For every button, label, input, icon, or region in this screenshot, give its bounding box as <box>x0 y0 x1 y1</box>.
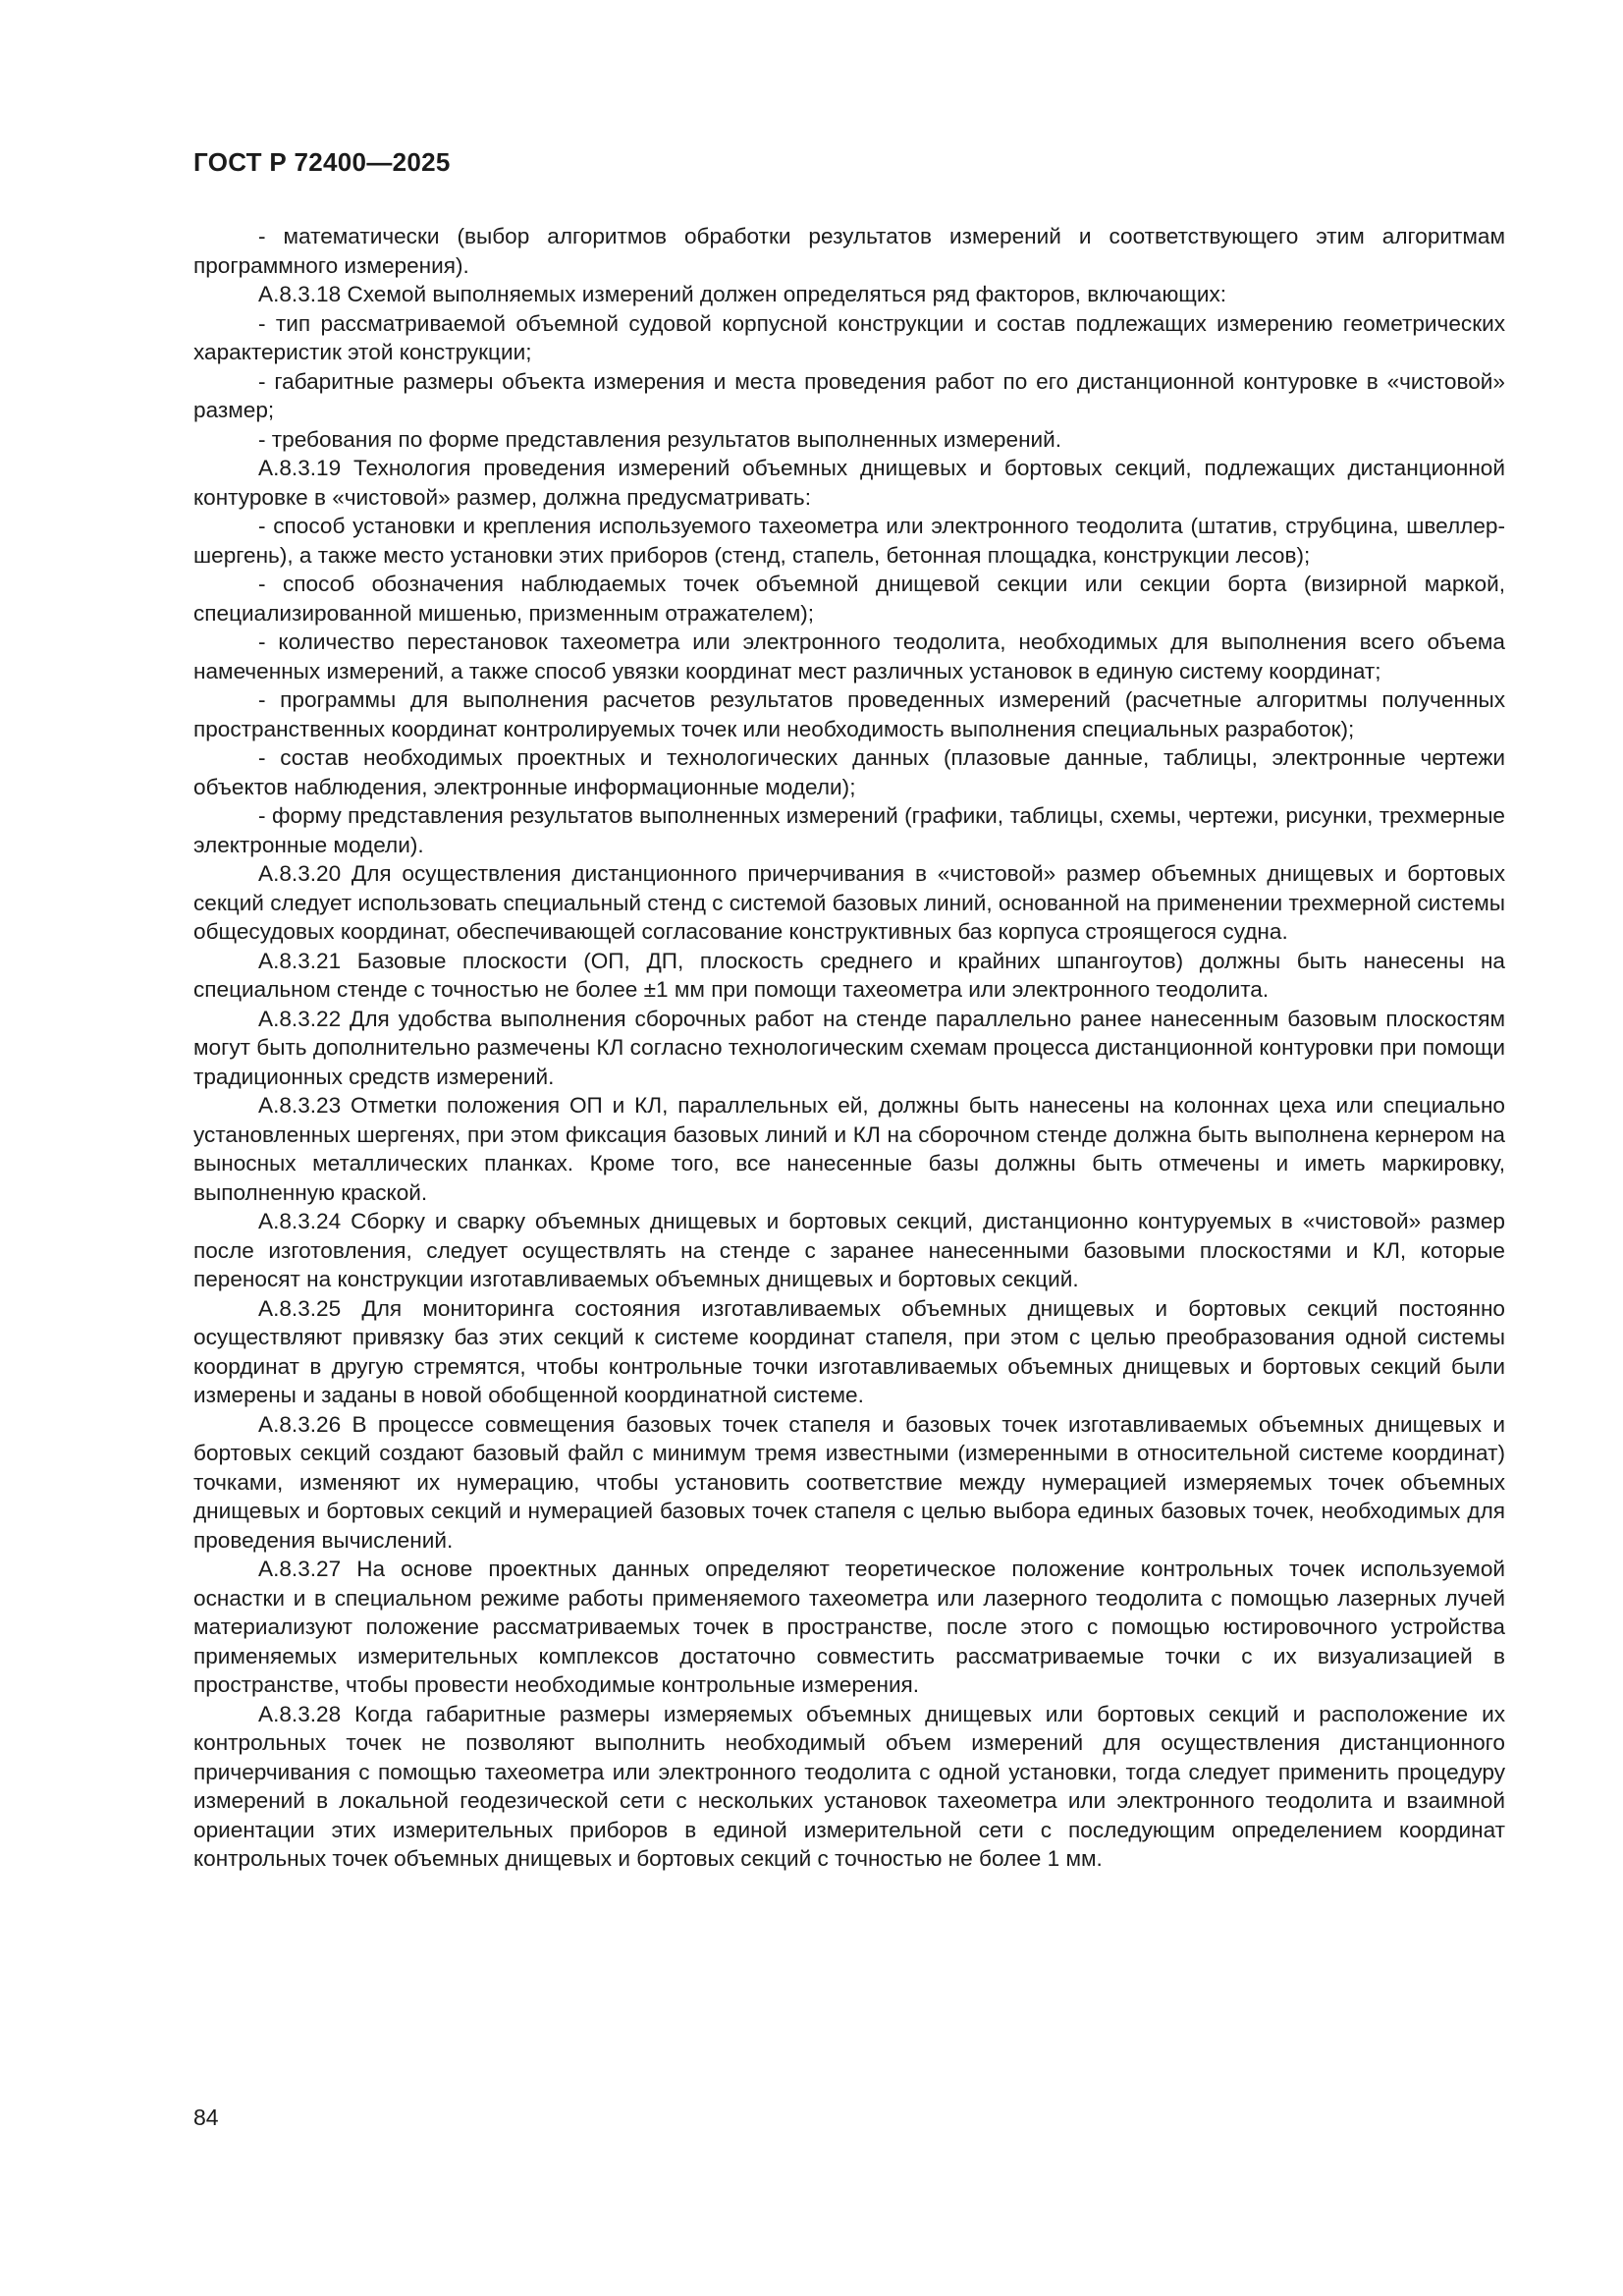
paragraph: - математически (выбор алгоритмов обработки результатов измерений и соответствующего этим алгоритмам программного измерения). <box>193 224 1505 278</box>
paragraph: - способ обозначения наблюдаемых точек объемной днищевой секции или секции борта (визирной маркой, специализированной мишенью, призменным отражателем); <box>193 572 1505 626</box>
paragraph: А.8.3.28 Когда габаритные размеры измеряемых объемных днищевых или бортовых секций и расположение их контрольных точек не позволяют выполнить необходимый объем измерений для осуществления дистанционного причерчивания с помощью тахеометра или электронного теодолита с одной установки, тогда следует применить процедуру измерений в локальной геодезической сети с нескольких установок тахеометра или электронного теодолита и взаимной ориентации этих измерительных приборов в единой измерительной сети с последующим определением координат контрольных точек объемных днищевых и бортовых секций с точностью не более 1 мм. <box>193 1701 1505 1871</box>
paragraph: - тип рассматриваемой объемной судовой корпусной конструкции и состав подлежащих измерению геометрических характеристик этой конструкции; <box>193 310 1505 364</box>
page-number: 84 <box>193 2105 219 2130</box>
paragraph: А.8.3.23 Отметки положения ОП и КЛ, параллельных ей, должны быть нанесены на колоннах цеха или специально установленных шергенях, при этом фиксация базовых линий и КЛ на сборочном стенде должна быть выполнена кернером на выносных металлических планках. Кроме того, все нанесенные базы должны быть отмечены и иметь маркировку, выполненную краской. <box>193 1093 1505 1205</box>
paragraph: А.8.3.24 Сборку и сварку объемных днищевых и бортовых секций, дистанционно контуруемых в «чистовой» размер после изготовления, следует осуществлять на стенде с заранее нанесенными базовыми плоскостями и КЛ, которые переносят на конструкции изготавливаемых объемных днищевых и бортовых секций. <box>193 1209 1505 1291</box>
paragraph: А.8.3.21 Базовые плоскости (ОП, ДП, плоскость среднего и крайних шпангоутов) должны быть нанесены на специальном стенде с точностью не более ±1 мм при помощи тахеометра или электронного теодолита. <box>193 948 1505 1002</box>
paragraph: А.8.3.20 Для осуществления дистанционного причерчивания в «чистовой» размер объемных днищевых и бортовых секций следует использовать специальный стенд с системой базовых линий, основанной на применении трехмерной системы общесудовых координат, обеспечивающей согласование конструктивных баз корпуса строящегося судна. <box>193 861 1505 944</box>
paragraph: - габаритные размеры объекта измерения и места проведения работ по его дистанционной контуровке в «чистовой» размер; <box>193 368 1505 422</box>
paragraph: - программы для выполнения расчетов результатов проведенных измерений (расчетные алгоритмы полученных пространственных координат контролируемых точек или необходимость выполнения специальных разработок); <box>193 687 1505 741</box>
paragraph: А.8.3.19 Технология проведения измерений объемных днищевых и бортовых секций, подлежащих дистанционной контуровке в «чистовой» размер, должна предусматривать: <box>193 456 1505 510</box>
paragraph: - количество перестановок тахеометра или электронного теодолита, необходимых для выполнения всего объема намеченных измерений, а также способ увязки координат мест различных установок в единую систему координат; <box>193 629 1505 683</box>
paragraph: А.8.3.25 Для мониторинга состояния изготавливаемых объемных днищевых и бортовых секций постоянно осуществляют привязку баз этих секций к системе координат стапеля, при этом с целью преобразования одной системы координат в другую стремятся, чтобы контрольные точки изготавливаемых объемных днищевых и бортовых секций были измерены и заданы в новой обобщенной координатной системе. <box>193 1295 1505 1407</box>
paragraph: - состав необходимых проектных и технологических данных (плазовые данные, таблицы, электронные чертежи объектов наблюдения, электронные информационные модели); <box>193 745 1505 799</box>
paragraph: А.8.3.26 В процессе совмещения базовых точек стапеля и базовых точек изготавливаемых объемных днищевых и бортовых секций создают базовый файл с минимум тремя известными (измеренными в относительной системе координат) точками, изменяют их нумерацию, чтобы установить соответствие между нумерацией измеряемых точек объемных днищевых и бортовых секций и нумерацией базовых точек стапеля с целью выбора единых базовых точек, необходимых для проведения вычислений. <box>193 1411 1505 1553</box>
paragraph: А.8.3.22 Для удобства выполнения сборочных работ на стенде параллельно ранее нанесенным базовым плоскостям могут быть дополнительно размечены КЛ согласно технологическим схемам процесса дистанционной контуровки при помощи традиционных средств измерений. <box>193 1006 1505 1089</box>
paragraph: - форму представления результатов выполненных измерений (графики, таблицы, схемы, чертежи, рисунки, трехмерные электронные модели). <box>193 803 1505 857</box>
paragraph: - способ установки и крепления используемого тахеометра или электронного теодолита (штатив, струбцина, швеллер-шергень), а также место установки этих приборов (стенд, стапель, бетонная площадка, конструкции лесов); <box>193 514 1505 568</box>
paragraph: - требования по форме представления результатов выполненных измерений. <box>258 426 1062 452</box>
body-text <box>193 222 1505 1874</box>
paragraph: А.8.3.18 Схемой выполняемых измерений должен определяться ряд факторов, включающих: <box>258 282 1227 306</box>
standard-code-header: ГОСТ Р 72400—2025 <box>193 147 451 177</box>
paragraph: А.8.3.27 На основе проектных данных определяют теоретическое положение контрольных точек используемой оснастки и в специальном режиме работы применяемого тахеометра или лазерного теодолита с помощью лазерных лучей материализуют положение рассматриваемых точек в пространстве, после этого с помощью юстировочного устройства применяемых измерительных комплексов достаточно совместить рассматриваемые точки с их визуализацией в пространстве, чтобы провести необходимые контрольные измерения. <box>193 1557 1505 1697</box>
